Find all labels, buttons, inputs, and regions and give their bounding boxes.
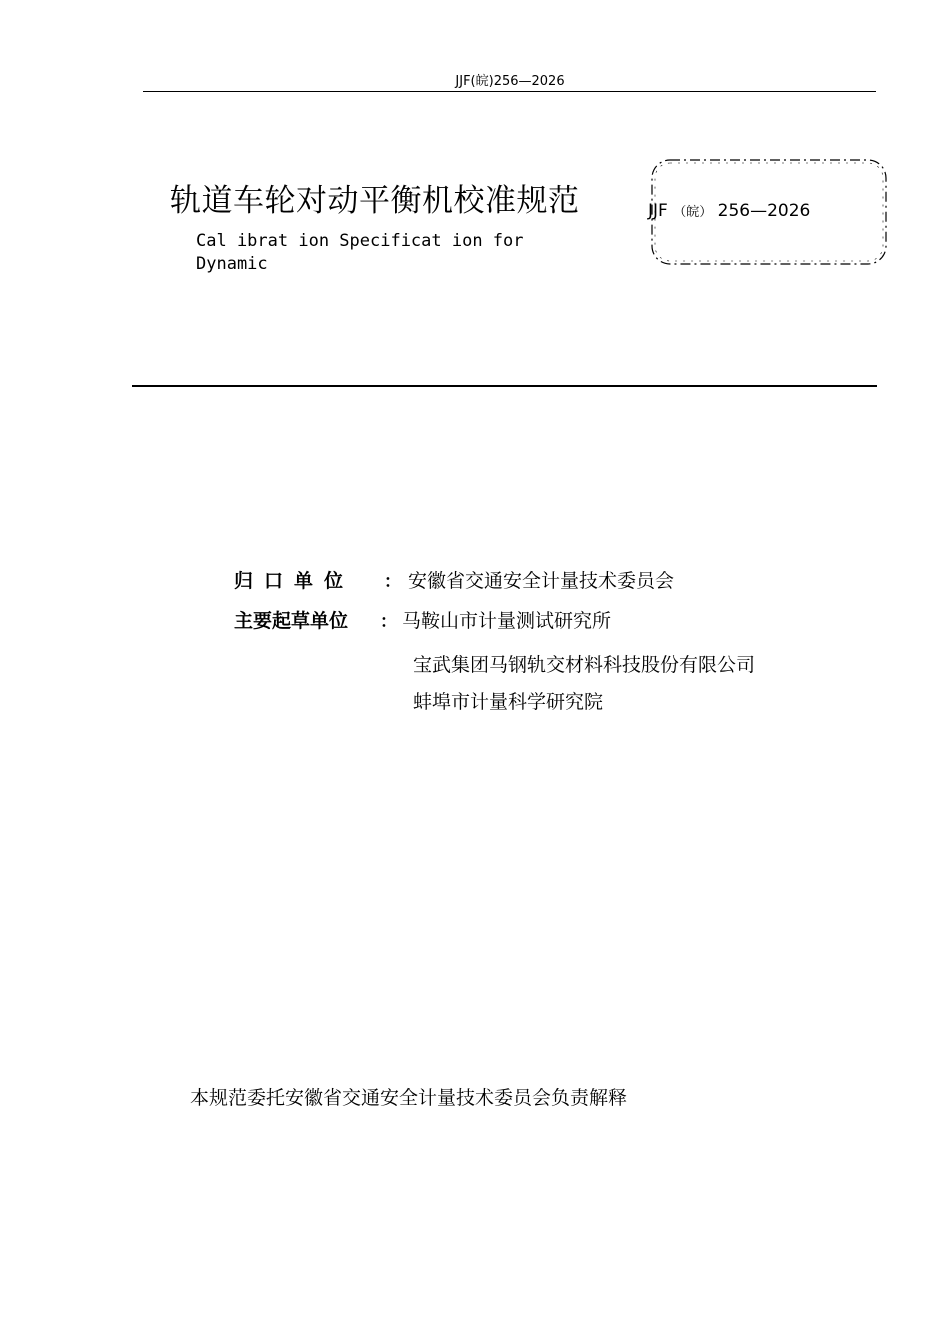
running-header-code: JJF(皖)256—2026 xyxy=(455,74,565,89)
admin-unit-colon: ： xyxy=(384,572,401,592)
drafting-unit-value: 马鞍山市计量测试研究所 xyxy=(402,610,612,632)
code-region: （皖） xyxy=(673,205,713,220)
code-prefix: JJF xyxy=(648,201,668,221)
standard-code xyxy=(648,201,810,221)
title-divider-rule xyxy=(132,385,877,387)
drafting-unit-label: 主要起草单位 xyxy=(234,610,349,632)
drafting-unit-value: 蚌埠市计量科学研究院 xyxy=(413,691,604,713)
document-title-zh: 轨道车轮对动平衡机校准规范 xyxy=(170,183,580,219)
admin-unit-label: 归口单位 xyxy=(234,570,355,592)
document-title-en: Cal ibrat ion Specificat ion for Dynamic xyxy=(196,231,534,274)
admin-unit-value: 安徽省交通安全计量技术委员会 xyxy=(408,570,675,592)
code-number: 256—2026 xyxy=(717,201,811,221)
header-rule xyxy=(143,91,876,92)
drafting-unit-value: 宝武集团马钢轨交材料科技股份有限公司 xyxy=(413,654,756,676)
drafting-unit-colon: ： xyxy=(380,612,397,632)
interpretation-note: 本规范委托安徽省交通安全计量技术委员会负责解释 xyxy=(190,1087,628,1109)
